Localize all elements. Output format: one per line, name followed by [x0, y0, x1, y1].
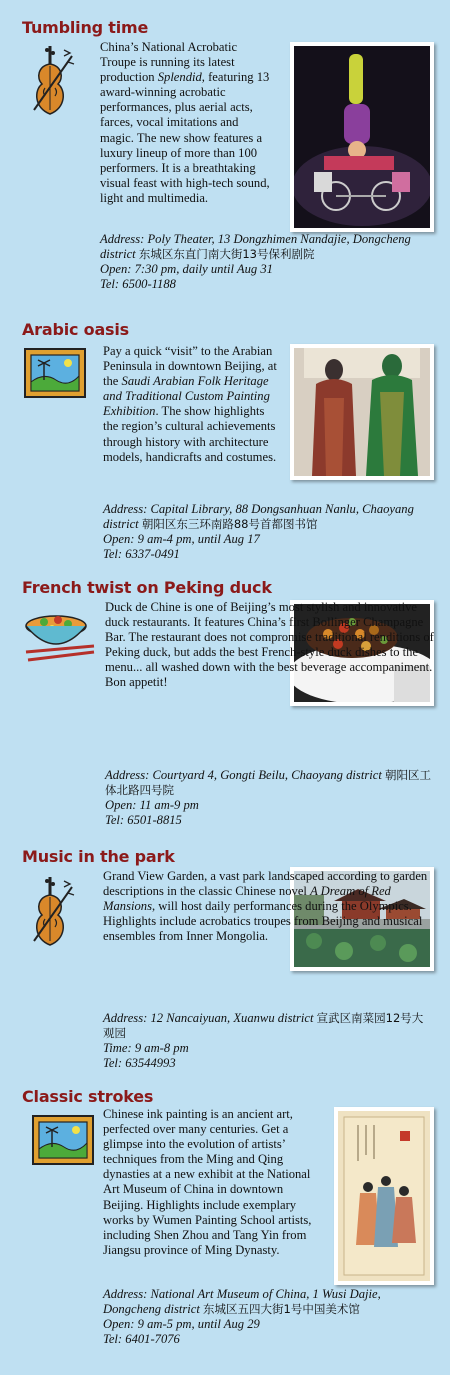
section-info: [103, 1287, 433, 1347]
framed-painting-icon: [24, 348, 86, 403]
telephone: Tel: 6500-1188: [100, 277, 176, 292]
section-info: [103, 502, 433, 562]
opening-hours: Open: 7:30 pm, daily until Aug 31: [100, 262, 273, 277]
section-heading: French twist on Peking duck: [22, 578, 272, 597]
acrobat-photo: [290, 42, 434, 232]
description: Pay a quick “visit” to the Arabian Peninsula in downtown Beijing, at the Saudi Arabian Folk Heritage and Traditional Custom Painting Exhibition. The show highlights the region’s cultural achievements through history with architecture models, handicrafts and costumes.: [103, 344, 277, 464]
description: Grand View Garden, a vast park landscaped according to garden descriptions in the classic Chinese novel A Dream of Red Mansions, will host daily performances during the Olympics. Highlights include acrobatics troupes from Beijing and musical ensembles from Inner Mongolia.: [103, 869, 428, 944]
address: Address: Poly Theater, 13 Dongzhimen Nandajie, Dongcheng district 东城区东直门南大街13号保利剧院: [100, 232, 411, 262]
address: Address: National Art Museum of China, 1 Wusi Dajie, Dongcheng district 东城区五四大街1号中国美术馆: [103, 1287, 381, 1317]
framed-painting-icon: [32, 1115, 94, 1170]
section-french-twist: [0, 578, 450, 840]
address: Address: Courtyard 4, Gongti Beilu, Chaoyang district 朝阳区工体北路四号院: [105, 768, 431, 798]
section-info: [100, 232, 440, 292]
section-body: [103, 344, 279, 465]
section-info: [105, 768, 435, 828]
section-heading: Classic strokes: [22, 1087, 154, 1106]
section-classic-strokes: [0, 1087, 450, 1372]
opening-hours: Time: 9 am-8 pm: [103, 1041, 189, 1056]
section-tumbling-time: [0, 18, 450, 308]
opening-hours: Open: 9 am-4 pm, until Aug 17: [103, 532, 260, 547]
address: Address: 12 Nancaiyuan, Xuanwu district 宣武区南菜园12号大观园: [103, 1011, 424, 1041]
description: Duck de Chine is one of Beijing’s most stylish and innovative duck restaurants. It features China’s first Bollinger Champagne Bar. The restaurant does not compromise traditional renditions of Peking duck, but adds the best French-style duck dishes to the menu... all washed down with the best beverage accompaniment. Bon appetit!: [105, 600, 434, 690]
section-music-in-the-park: [0, 847, 450, 1085]
violin-icon: [28, 44, 76, 125]
ink-painting-photo: [334, 1107, 434, 1285]
address: Address: Capital Library, 88 Dongsanhuan Nanlu, Chaoyang district 朝阳区东三环南路88号首都图书馆: [103, 502, 414, 532]
violin-icon: [28, 875, 76, 956]
telephone: Tel: 63544993: [103, 1056, 176, 1071]
telephone: Tel: 6337-0491: [103, 547, 180, 562]
description: China’s National Acrobatic Troupe is running its latest production Splendid, featuring 13 award-winning acrobatic performances, plus aerial acts, farces, vocal imitations and magic. The new show features a luxury lineup of more than 100 performers. It is a breathtaking visual feast with high-tech sound, light and multimedia.: [100, 40, 270, 205]
opening-hours: Open: 11 am-9 pm: [105, 798, 199, 813]
costumes-photo: [290, 344, 434, 480]
opening-hours: Open: 9 am-5 pm, until Aug 29: [103, 1317, 260, 1332]
section-heading: Tumbling time: [22, 18, 149, 37]
description: Chinese ink painting is an ancient art, perfected over many centuries. Get a glimpse into the evolution of artists’ techniques from the Ming and Qing dynasties at a new exhibit at the National Art Museum of China in downtown Beijing. Highlights include exemplary works by Wumen Painting School artists, including Shen Zhou and Tang Yin from Jiangsu province of Ming Dynasty.: [103, 1107, 312, 1257]
section-body: [100, 40, 270, 206]
telephone: Tel: 6401-7076: [103, 1332, 180, 1347]
telephone: Tel: 6501-8815: [105, 813, 182, 828]
section-body: [105, 600, 435, 691]
section-body: [103, 869, 433, 944]
section-arabic-oasis: [0, 320, 450, 575]
section-heading: Music in the park: [22, 847, 175, 866]
bowl-chopsticks-icon: [22, 608, 96, 671]
section-heading: Arabic oasis: [22, 320, 129, 339]
section-info: [103, 1011, 433, 1071]
section-body: [103, 1107, 323, 1258]
